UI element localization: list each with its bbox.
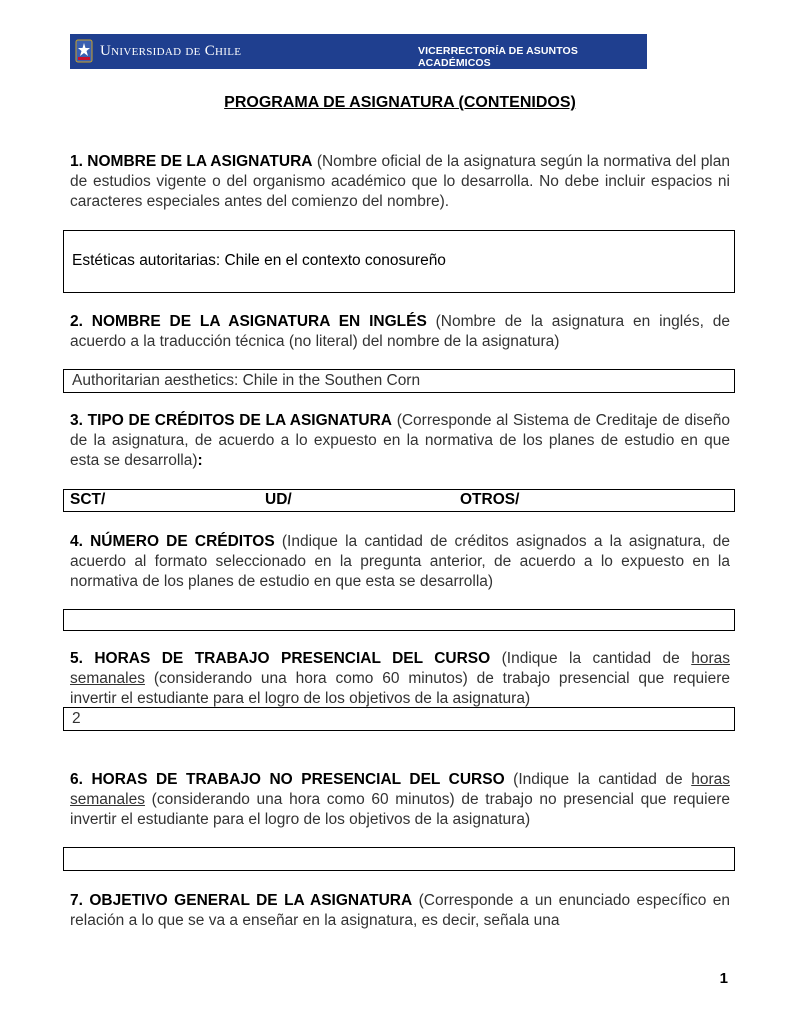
section-3-colon: :	[197, 452, 203, 469]
section-1-value: Estéticas autoritarias: Chile en el contexto conosureño	[72, 252, 446, 269]
page-number: 1	[719, 970, 728, 987]
section-2-field[interactable]	[63, 369, 735, 393]
section-2-description: (Nombre de la asignatura en inglés, de acuerdo a la traducción técnica (no literal) del nombre de la asignatura)	[70, 313, 730, 350]
section-6-heading: 6. HORAS DE TRABAJO NO PRESENCIAL DEL CURSO	[70, 771, 505, 788]
section-3-heading: 3. TIPO DE CRÉDITOS DE LA ASIGNATURA	[70, 412, 392, 429]
section-4-description: (Indique la cantidad de créditos asignados a la asignatura, de acuerdo al formato seleccionado en la pregunta anterior, de acuerdo a lo expuesto en la normativa de los planes de estudio en que esta se desarrolla)	[70, 533, 730, 590]
section-6-field[interactable]	[63, 847, 735, 871]
section-7-description: (Corresponde a un enunciado específico en relación a lo que se va a enseñar en la asignatura, es decir, señala una	[70, 892, 731, 929]
section-2-text	[70, 312, 730, 352]
university-name: Universidad de Chile	[100, 43, 242, 59]
section-6-text	[70, 770, 730, 830]
section-2-value: Authoritarian aesthetics: Chile in the Southen Corn	[72, 372, 421, 389]
credit-option-otros[interactable]: OTROS/	[460, 491, 520, 508]
credit-option-ud[interactable]: UD/	[265, 491, 292, 508]
section-4-text	[70, 532, 730, 592]
section-6-description-underlined: horas semanales	[70, 771, 730, 808]
section-1-description: (Nombre oficial de la asignatura según la normativa del plan de estudios vigente o del organismo académico que lo desarrolla. No debe incluir espacios ni caracteres especiales antes del comienzo del nombre).	[70, 153, 730, 210]
page-title: PROGRAMA DE ASIGNATURA (CONTENIDOS)	[224, 94, 576, 111]
section-7-heading: 7. OBJETIVO GENERAL DE LA ASIGNATURA	[70, 892, 413, 909]
section-1-heading: 1. NOMBRE DE LA ASIGNATURA	[70, 153, 313, 170]
credit-option-sct[interactable]: SCT/	[70, 491, 106, 508]
section-6-description-a: (Indique la cantidad de	[513, 771, 683, 788]
section-3-field[interactable]	[63, 489, 735, 512]
section-1-text	[70, 152, 730, 212]
section-5-description-a: (Indique la cantidad de	[501, 650, 680, 667]
office-name: VICERRECTORÍA DE ASUNTOS ACADÉMICOS	[418, 45, 578, 69]
section-7-text	[70, 891, 730, 931]
section-3-text	[70, 411, 730, 471]
university-crest-icon	[74, 38, 94, 66]
section-4-field[interactable]	[63, 609, 735, 631]
section-3-description: (Corresponde al Sistema de Creditaje de diseño de la asignatura, de acuerdo a lo expuesto en la normativa de los planes de estudio en que esta se desarrolla)	[70, 412, 730, 469]
section-5-description-underlined: horas semanales	[70, 650, 730, 687]
section-5-text	[70, 649, 730, 709]
section-5-field[interactable]	[63, 707, 735, 731]
section-5-heading: 5. HORAS DE TRABAJO PRESENCIAL DEL CURSO	[70, 650, 491, 667]
header-banner	[70, 34, 647, 69]
section-5-description-b: (considerando una hora como 60 minutos) de trabajo presencial que requiere invertir el estudiante para el logro de los objetivos de la asignatura)	[70, 670, 730, 707]
section-5-value: 2	[72, 710, 81, 727]
section-4-heading: 4. NÚMERO DE CRÉDITOS	[70, 533, 275, 550]
section-6-description-b: (considerando una hora como 60 minutos) de trabajo no presencial que requiere invertir el estudiante para el logro de los objetivos de la asignatura)	[70, 791, 730, 828]
section-2-heading: 2. NOMBRE DE LA ASIGNATURA EN INGLÉS	[70, 313, 427, 330]
section-1-field[interactable]	[63, 230, 735, 293]
